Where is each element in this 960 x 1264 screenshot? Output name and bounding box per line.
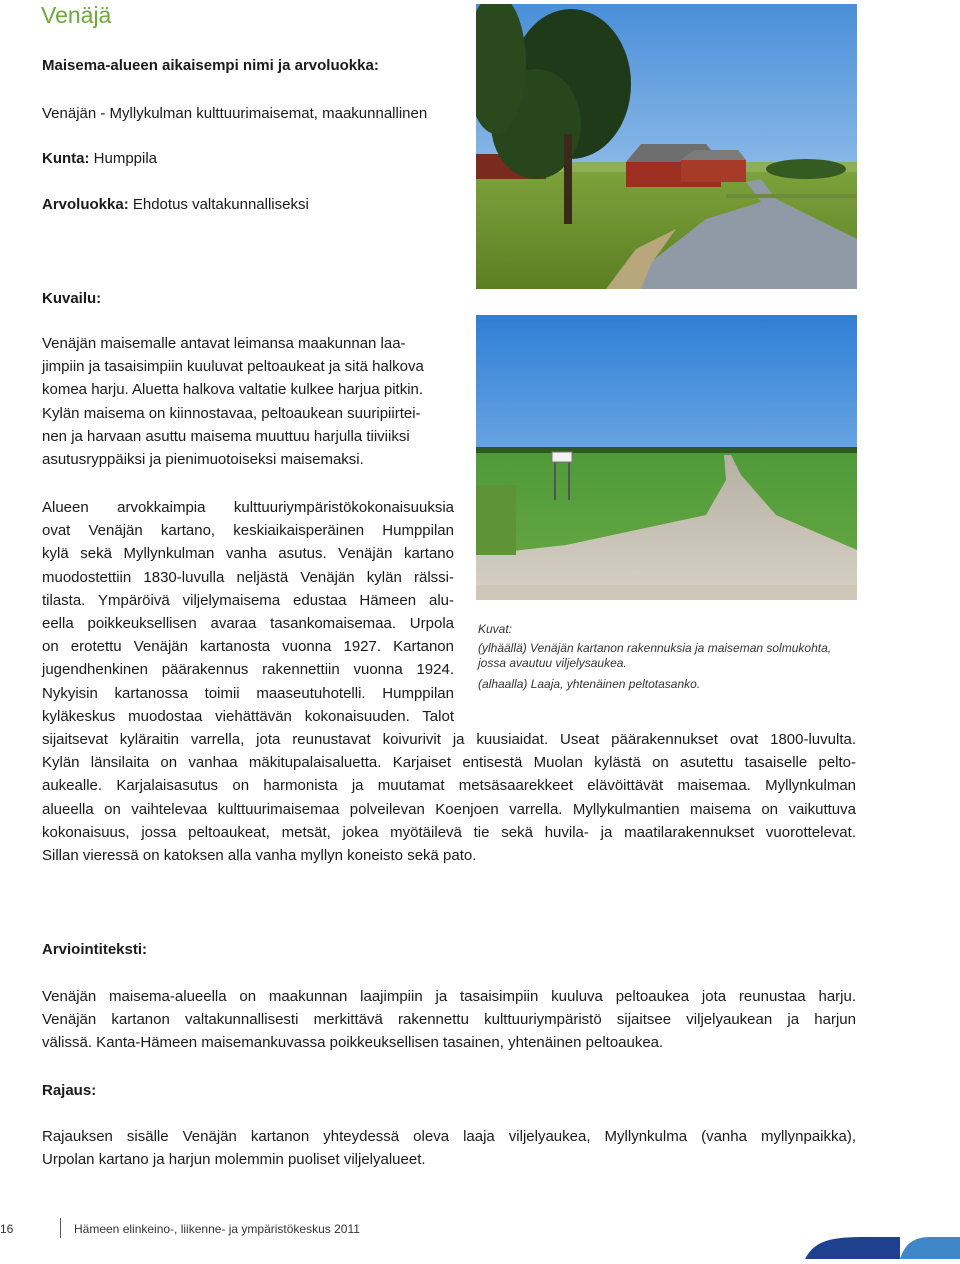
text-line: Rajauksen sisälle Venäjän kartanon yhteydessä oleva laaja viljelyaukea, Myllynkulma (vanha myllynpaikka),: [42, 1128, 856, 1145]
kuvailu-heading: Kuvailu:: [42, 290, 102, 307]
kunta-value: Humppila: [89, 150, 158, 167]
caption-top-line-2: jossa avautuu viljelysaukea.: [478, 656, 627, 670]
text-line: nen ja harvaan asuttu maisema muuttuu harjulla tiiviiksi: [42, 427, 410, 445]
rajaus-heading: Rajaus:: [42, 1082, 97, 1099]
text-line: kyläkeskus muodostaa viehättävän kokonaisuuden. Talot: [42, 707, 454, 725]
text-line: Kylän länsilaita on vanhaa mäkitupalaisaluetta. Karjaiset entisestä Muolan kylästä on asutettu tasaiselle pelto-: [42, 754, 856, 772]
kuvailu-paragraph-2-continued: [42, 728, 856, 867]
text-line: jimpiin ja tasaisimpiin kuuluvat peltoaukeat ja sitä halkova: [42, 358, 424, 376]
text-line: komea harju. Aluetta halkova valtatie kulkee harjua pitkin.: [42, 381, 424, 399]
text-line: Nykyisin kartanossa toimii maaseutuhotelli. Humppilan: [42, 684, 454, 702]
previous-name-value: Venäjän - Myllykulman kulttuurimaisemat, maakunnallinen: [42, 105, 428, 122]
text-line: kylä sekä Myllynkulman vanha asutus. Venäjän kartano: [42, 545, 454, 563]
photo-flat-field: [476, 315, 857, 600]
kuvailu-paragraph-2: [42, 496, 454, 728]
arviointi-heading: Arviointiteksti:: [42, 941, 148, 958]
captions-label: Kuvat:: [478, 622, 513, 636]
text-line: Alueen arvokkaimpia kulttuuriympäristökokonaisuuksia: [42, 499, 454, 516]
page-number: 16: [0, 1222, 14, 1236]
text-line: aukealle. Karjalaisasutus on harmonista ja muutamat metsäsaarekkeet elävöittävät maisemaa. Myllynkulman: [42, 777, 856, 795]
footer-publisher: Hämeen elinkeino-, liikenne- ja ympäristökeskus 2011: [74, 1222, 360, 1236]
text-line: alueella on vaihtelevaa kulttuurimaisemaa polveilevan Koenjoen varrella. Myllykulmantien maisema on vaikuttuva: [42, 800, 856, 818]
text-line: kokonaisuus, jossa peltoaukeat, metsät, jokea myötäilevä tie sekä huvila- ja maatilarakennukset vuorottelevat.: [42, 823, 856, 841]
arvoluokka-row: [42, 195, 309, 215]
text-line: on erotettu Venäjän kartanosta vuonna 1927. Kartanon: [42, 638, 454, 656]
text-line: Venäjän maisema-alueella on maakunnan laajimpiin ja tasaisimpiin kuuluva peltoaukea jota reunustaa harju.: [42, 988, 856, 1005]
caption-bottom: (alhaalla) Laaja, yhtenäinen peltotasanko.: [478, 677, 701, 691]
text-line: Urpolan kartano ja harjun molemmin puoliset viljelyalueet.: [42, 1151, 426, 1169]
page-title: Venäjä: [41, 2, 112, 28]
text-line: jugendhenkinen päärakennus rakennettiin vuonna 1924.: [42, 661, 454, 679]
text-line: asutusryppäiksi ja pienimuotoiseksi maisemaksi.: [42, 451, 364, 469]
kunta-label: Kunta:: [42, 150, 90, 167]
text-line: sijaitsevat kyläraitin varrella, jota reunustavat koivurivit ja kuusiaidat. Useat päärakennukset ovat 1800-luvulta.: [42, 731, 856, 748]
corner-decoration: [805, 1237, 960, 1259]
text-line: Venäjän kartanon valtakunnallisesti merkittävä rakennettu kulttuuriympäristö sijaitsee viljelyaukean ja harjun: [42, 1011, 856, 1029]
photo-manor-buildings: [476, 4, 857, 289]
text-line: Venäjän maisemalle antavat leimansa maakunnan laa-: [42, 335, 406, 352]
kuvailu-paragraph-1: [42, 332, 457, 471]
caption-top-line-1: (ylhäällä) Venäjän kartanon rakennuksia ja maiseman solmukohta,: [478, 641, 832, 655]
text-line: ovat Venäjän kartano, keskiaikaisperäinen Humppilan: [42, 522, 454, 540]
previous-name-label: Maisema-alueen aikaisempi nimi ja arvoluokka:: [42, 57, 379, 74]
arvoluokka-value: Ehdotus valtakunnalliseksi: [128, 196, 309, 213]
arviointi-paragraph: [42, 985, 856, 1055]
text-line: välissä. Kanta-Hämeen maisemankuvassa poikkeuksellisen tasainen, yhtenäinen peltoaukea.: [42, 1034, 664, 1052]
text-line: tilasta. Ympäröivä viljelymaisema edustaa Hämeen alu-: [42, 591, 454, 609]
text-line: Sillan vieressä on katoksen alla vanha myllyn koneisto sekä pato.: [42, 847, 477, 865]
text-line: Kylän maisema on kiinnostavaa, peltoaukean suuripiirtei-: [42, 404, 421, 422]
kunta-row: [42, 149, 157, 169]
rajaus-paragraph: [42, 1125, 856, 1171]
text-line: eella poikkeuksellisen avaraa tasankomaisemaa. Urpola: [42, 615, 454, 633]
text-line: muodostettiin 1830-luvulla neljästä Venäjän kylän rälssi-: [42, 568, 454, 586]
footer-divider: [60, 1218, 61, 1238]
arvoluokka-label: Arvoluokka:: [42, 196, 129, 213]
